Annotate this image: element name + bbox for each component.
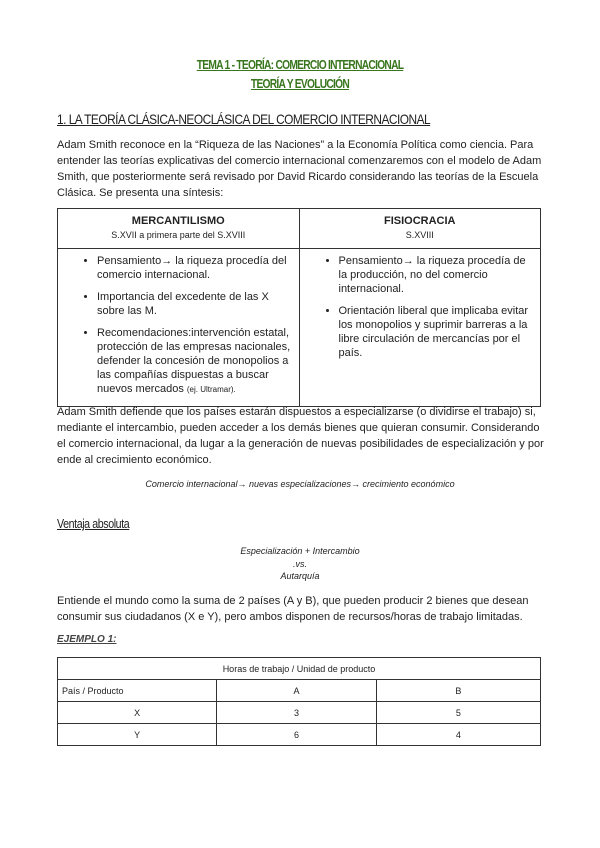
- list-item: • Orientación liberal que implicaba evitar los monopolios y suprimir barreras a la libre circulación de mercancías por el país.: [339, 304, 540, 360]
- document-title: TEMA 1 - TEORÍA: COMERCIO INTERNACIONAL: [196, 58, 404, 72]
- list-item: • Pensamiento→ la riqueza procedía del comercio internacional.: [97, 254, 298, 282]
- column-title: FISIOCRACIA: [384, 215, 456, 227]
- table-caption: Horas de trabajo / Unidad de producto: [58, 658, 541, 680]
- comparison-table: [57, 208, 541, 407]
- formula-line-2: .vs.: [292, 559, 307, 569]
- table-cell: 4: [376, 724, 540, 746]
- document-subtitle: TEORÍA Y EVOLUCIÓN: [250, 77, 350, 91]
- column-title: MERCANTILISMO: [131, 215, 225, 227]
- example-label: EJEMPLO 1:: [57, 634, 117, 645]
- list-item: • Importancia del excedente de las X sobre las M.: [97, 290, 298, 318]
- header-cell: A: [217, 680, 376, 702]
- column-header-fisiocracia: [299, 209, 541, 249]
- paragraph-specialization: Adam Smith defiende que los países estarán dispuestos a especializarse (o dividirse el trabajo) si, mediante el intercambio, pueden acceder a los demás bienes que quieran consumir. Considerando el comercio internacional, da lugar a la generación de nuevas posibilidades de especialización y por ende al crecimiento económico.: [57, 406, 544, 466]
- column-period: S.XVIII: [405, 230, 434, 240]
- header-cell: B: [376, 680, 540, 702]
- header-cell: País / Producto: [58, 680, 217, 702]
- table-row: [58, 724, 541, 746]
- subsection-heading: Ventaja absoluta: [57, 516, 130, 531]
- table-cell: Y: [58, 724, 217, 746]
- list-item: • Pensamiento→ la riqueza procedía de la producción, no del comercio internacional.: [339, 254, 540, 296]
- table-cell: 5: [376, 702, 540, 724]
- table-cell: 6: [217, 724, 376, 746]
- list-item-text: Recomendaciones:intervención estatal, protección de las empresas nacionales, defender la concesión de monopolios a las compañías dispuestas a buscar nuevos mercados: [97, 327, 291, 395]
- intro-paragraph: Adam Smith reconoce en la “Riqueza de las Naciones” a la Economía Política como ciencia. Para entender las teorías explicativas del comercio internacional comenzaremos con el modelo de Adam Smith, que posteriormente será revisado por David Ricardo considerando las teorías de la Escuela Clásica. Se presenta una síntesis:: [57, 139, 542, 199]
- fisiocracia-cell: [299, 249, 541, 407]
- paragraph-world-model: Entiende el mundo como la suma de 2 países (A y B), que pueden producir 2 bienes que desean consumir sus ciudadanos (X e Y), pero ambos disponen de recursos/horas de trabajo limitadas.: [57, 595, 529, 623]
- mercantilismo-cell: [58, 249, 300, 407]
- column-header-mercantilismo: [58, 209, 300, 249]
- list-item: [97, 326, 298, 397]
- table-cell: X: [58, 702, 217, 724]
- table-row: [58, 702, 541, 724]
- formula-line-3: Autarquía: [280, 571, 320, 581]
- formula: Comercio internacional→ nuevas especializaciones→ crecimiento económico: [145, 479, 455, 489]
- table-cell: 3: [217, 702, 376, 724]
- formula-line-1: Especialización + Intercambio: [240, 546, 360, 556]
- example-table: [57, 657, 541, 746]
- column-period: S.XVII a primera parte del S.XVIII: [111, 230, 246, 240]
- section-heading: 1. LA TEORÍA CLÁSICA-NEOCLÁSICA DEL COMERCIO INTERNACIONAL: [57, 111, 431, 127]
- table-header-row: [58, 680, 541, 702]
- list-item-note: (ej. Ultramar).: [186, 385, 236, 394]
